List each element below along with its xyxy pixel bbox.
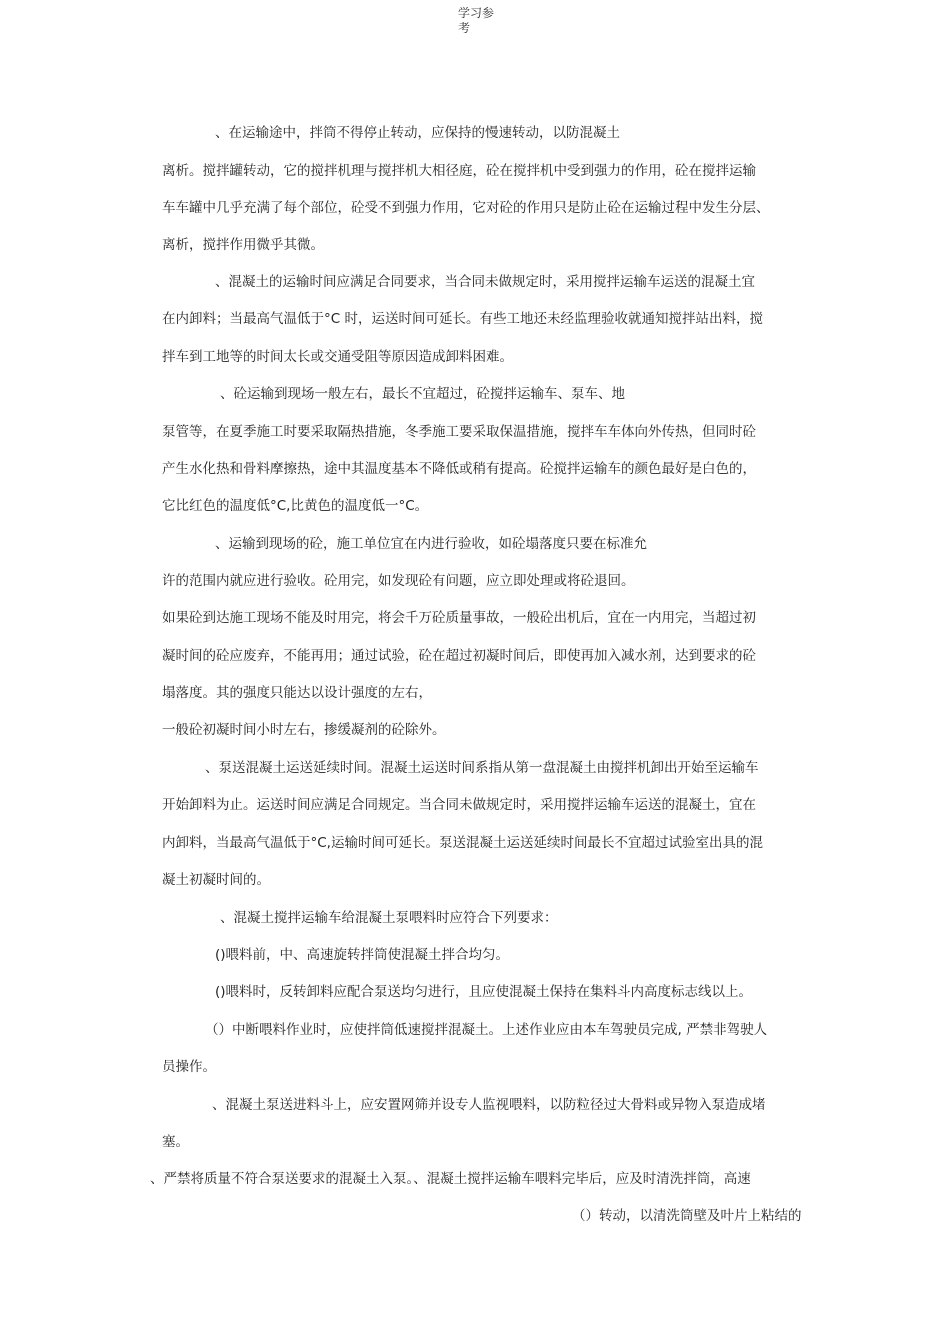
text-line: 、泵送混凝土运送延续时间。混凝土运送时间系指从第一盘混凝土由搅拌机卸出开始至运输车: [205, 760, 759, 776]
text-line: 、混凝土的运输时间应满足合同要求，当合同未做规定时，采用搅拌运输车运送的混凝土宜: [215, 274, 755, 290]
text-line: 离析，搅拌作用微乎其微。: [162, 237, 324, 253]
text-line: ()喂料时，反转卸料应配合泵送均匀进行，且应使混凝土保持在集料斗内高度标志线以上。: [215, 984, 753, 1000]
text-line: （）中断喂料作业时，应使拌筒低速搅拌混凝土。上述作业应由本车驾驶员完成, 严禁非驾驶人: [205, 1022, 768, 1038]
text-line: 它比红色的温度低°C,比黄色的温度低一°C。: [162, 498, 429, 514]
text-line: 、混凝土泵送进料斗上，应安置网筛并设专人监视喂料，以防粒径过大骨料或异物入泵造成堵: [212, 1097, 766, 1113]
text-line: 如果砼到达施工现场不能及时用完，将会千万砼质量事故，一般砼出机后，宜在一内用完，当超过初: [162, 610, 756, 626]
text-line: 、砼运输到现场一般左右，最长不宜超过，砼搅拌运输车、泵车、地: [220, 386, 625, 402]
text-line: 内卸料，当最高气温低于°C,运输时间可延长。泵送混凝土运送延续时间最长不宜超过试验室出具的混: [162, 835, 763, 851]
text-line: 泵管等，在夏季施工时要采取隔热措施，冬季施工要采取保温措施，搅拌车车体向外传热，但同时砼: [162, 424, 756, 440]
text-line: 塞。: [162, 1134, 189, 1150]
text-line: 车车罐中几乎充满了每个部位，砼受不到强力作用，它对砼的作用只是防止砼在运输过程中发生分层、: [162, 200, 770, 216]
text-line: 离析。搅拌罐转动，它的搅拌机理与搅拌机大相径庭，砼在搅拌机中受到强力的作用，砼在搅拌运输: [162, 163, 756, 179]
text-line: 、运输到现场的砼，施工单位宜在内进行验收，如砼塌落度只要在标准允: [215, 536, 647, 552]
text-line: 拌车到工地等的时间太长或交通受阻等原因造成卸料困难。: [162, 349, 513, 365]
text-line: ()喂料前，中、高速旋转拌筒使混凝土拌合均匀。: [215, 947, 510, 963]
page-header: [458, 6, 494, 36]
text-line: （）转动，以清洗筒壁及叶片上粘结的: [572, 1208, 802, 1224]
header-line-1: 学习参: [458, 6, 495, 20]
text-line: 、在运输途中，拌筒不得停止转动，应保持的慢速转动，以防混凝土: [215, 125, 620, 141]
text-line: 、严禁将质量不符合泵送要求的混凝土入泵。、混凝土搅拌运输车喂料完毕后，应及时清洗拌筒，高速: [150, 1171, 751, 1187]
text-line: 员操作。: [162, 1059, 216, 1075]
text-line: 在内卸料；当最高气温低于°C 时，运送时间可延长。有些工地还未经监理验收就通知搅拌站出料，搅: [162, 311, 763, 327]
text-line: 一般砼初凝时间小时左右，掺缓凝剂的砼除外。: [162, 722, 446, 738]
text-line: 产生水化热和骨料摩擦热，途中其温度基本不降低或稍有提高。砼搅拌运输车的颜色最好是白色的，: [162, 461, 756, 477]
text-line: 许的范围内就应进行验收。砼用完，如发现砼有问题，应立即处理或将砼退回。: [162, 573, 635, 589]
text-line: 、混凝土搅拌运输车给混凝土泵喂料时应符合下列要求：: [220, 910, 558, 926]
text-line: 开始卸料为止。运送时间应满足合同规定。当合同未做规定时，采用搅拌运输车运送的混凝土，宜在: [162, 797, 756, 813]
text-line: 凝时间的砼应废弃，不能再用；通过试验，砼在超过初凝时间后，即使再加入减水剂，达到要求的砼: [162, 648, 756, 664]
text-line: 塌落度。其的强度只能达以设计强度的左右，: [162, 685, 432, 701]
header-line-2: 考: [458, 21, 471, 35]
text-line: 凝土初凝时间的。: [162, 872, 270, 888]
